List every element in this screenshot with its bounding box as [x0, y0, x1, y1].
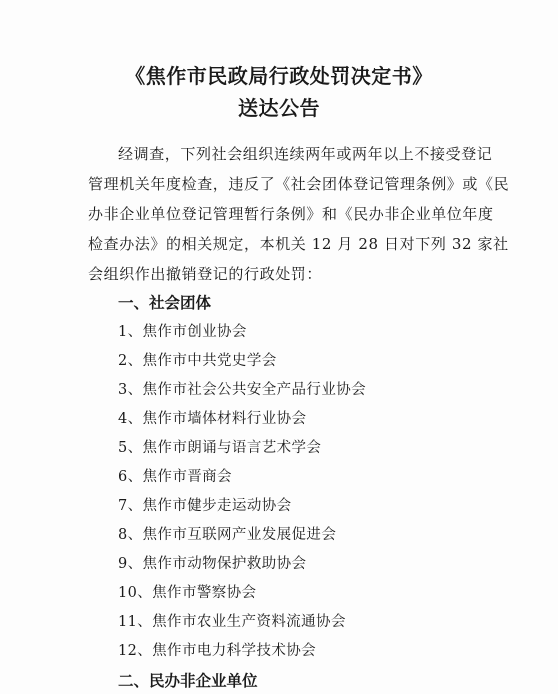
list-item: 10、焦作市警察协会: [118, 585, 257, 601]
section-heading: 二、民办非企业单位: [118, 671, 258, 690]
list-item: 8、焦作市互联网产业发展促进会: [118, 527, 337, 543]
section-heading: 一、社会团体: [118, 293, 212, 312]
body-line: 经调查，下列社会组织连续两年或两年以上不接受登记: [118, 145, 493, 163]
body-line: 会组织作出撤销登记的行政处罚：: [88, 265, 323, 283]
list-item: 5、焦作市朗诵与语言艺术学会: [118, 440, 322, 456]
list-item: 7、焦作市健步走运动协会: [118, 498, 292, 514]
body-line: 检查办法》的相关规定，本机关 12 月 28 日对下列 32 家社: [88, 235, 509, 253]
list-item: 4、焦作市墙体材料行业协会: [118, 411, 307, 427]
list-item: 11、焦作市农业生产资料流通协会: [118, 614, 346, 630]
body-line: 管理机关年度检查，违反了《社会团体登记管理条例》或《民: [88, 175, 510, 193]
list-item: 12、焦作市电力科学技术协会: [118, 643, 317, 659]
list-item: 1、焦作市创业协会: [118, 324, 247, 340]
list-item: 6、焦作市晋商会: [118, 469, 232, 485]
document-title: 《焦作市民政局行政处罚决定书》: [125, 64, 433, 88]
list-item: 3、焦作市社会公共安全产品行业协会: [118, 382, 367, 398]
document-subtitle: 送达公告: [238, 96, 320, 120]
body-line: 办非企业单位登记管理暂行条例》和《民办非企业单位年度: [88, 205, 494, 223]
list-item: 2、焦作市中共党史学会: [118, 353, 277, 369]
list-item: 9、焦作市动物保护救助协会: [118, 556, 307, 572]
